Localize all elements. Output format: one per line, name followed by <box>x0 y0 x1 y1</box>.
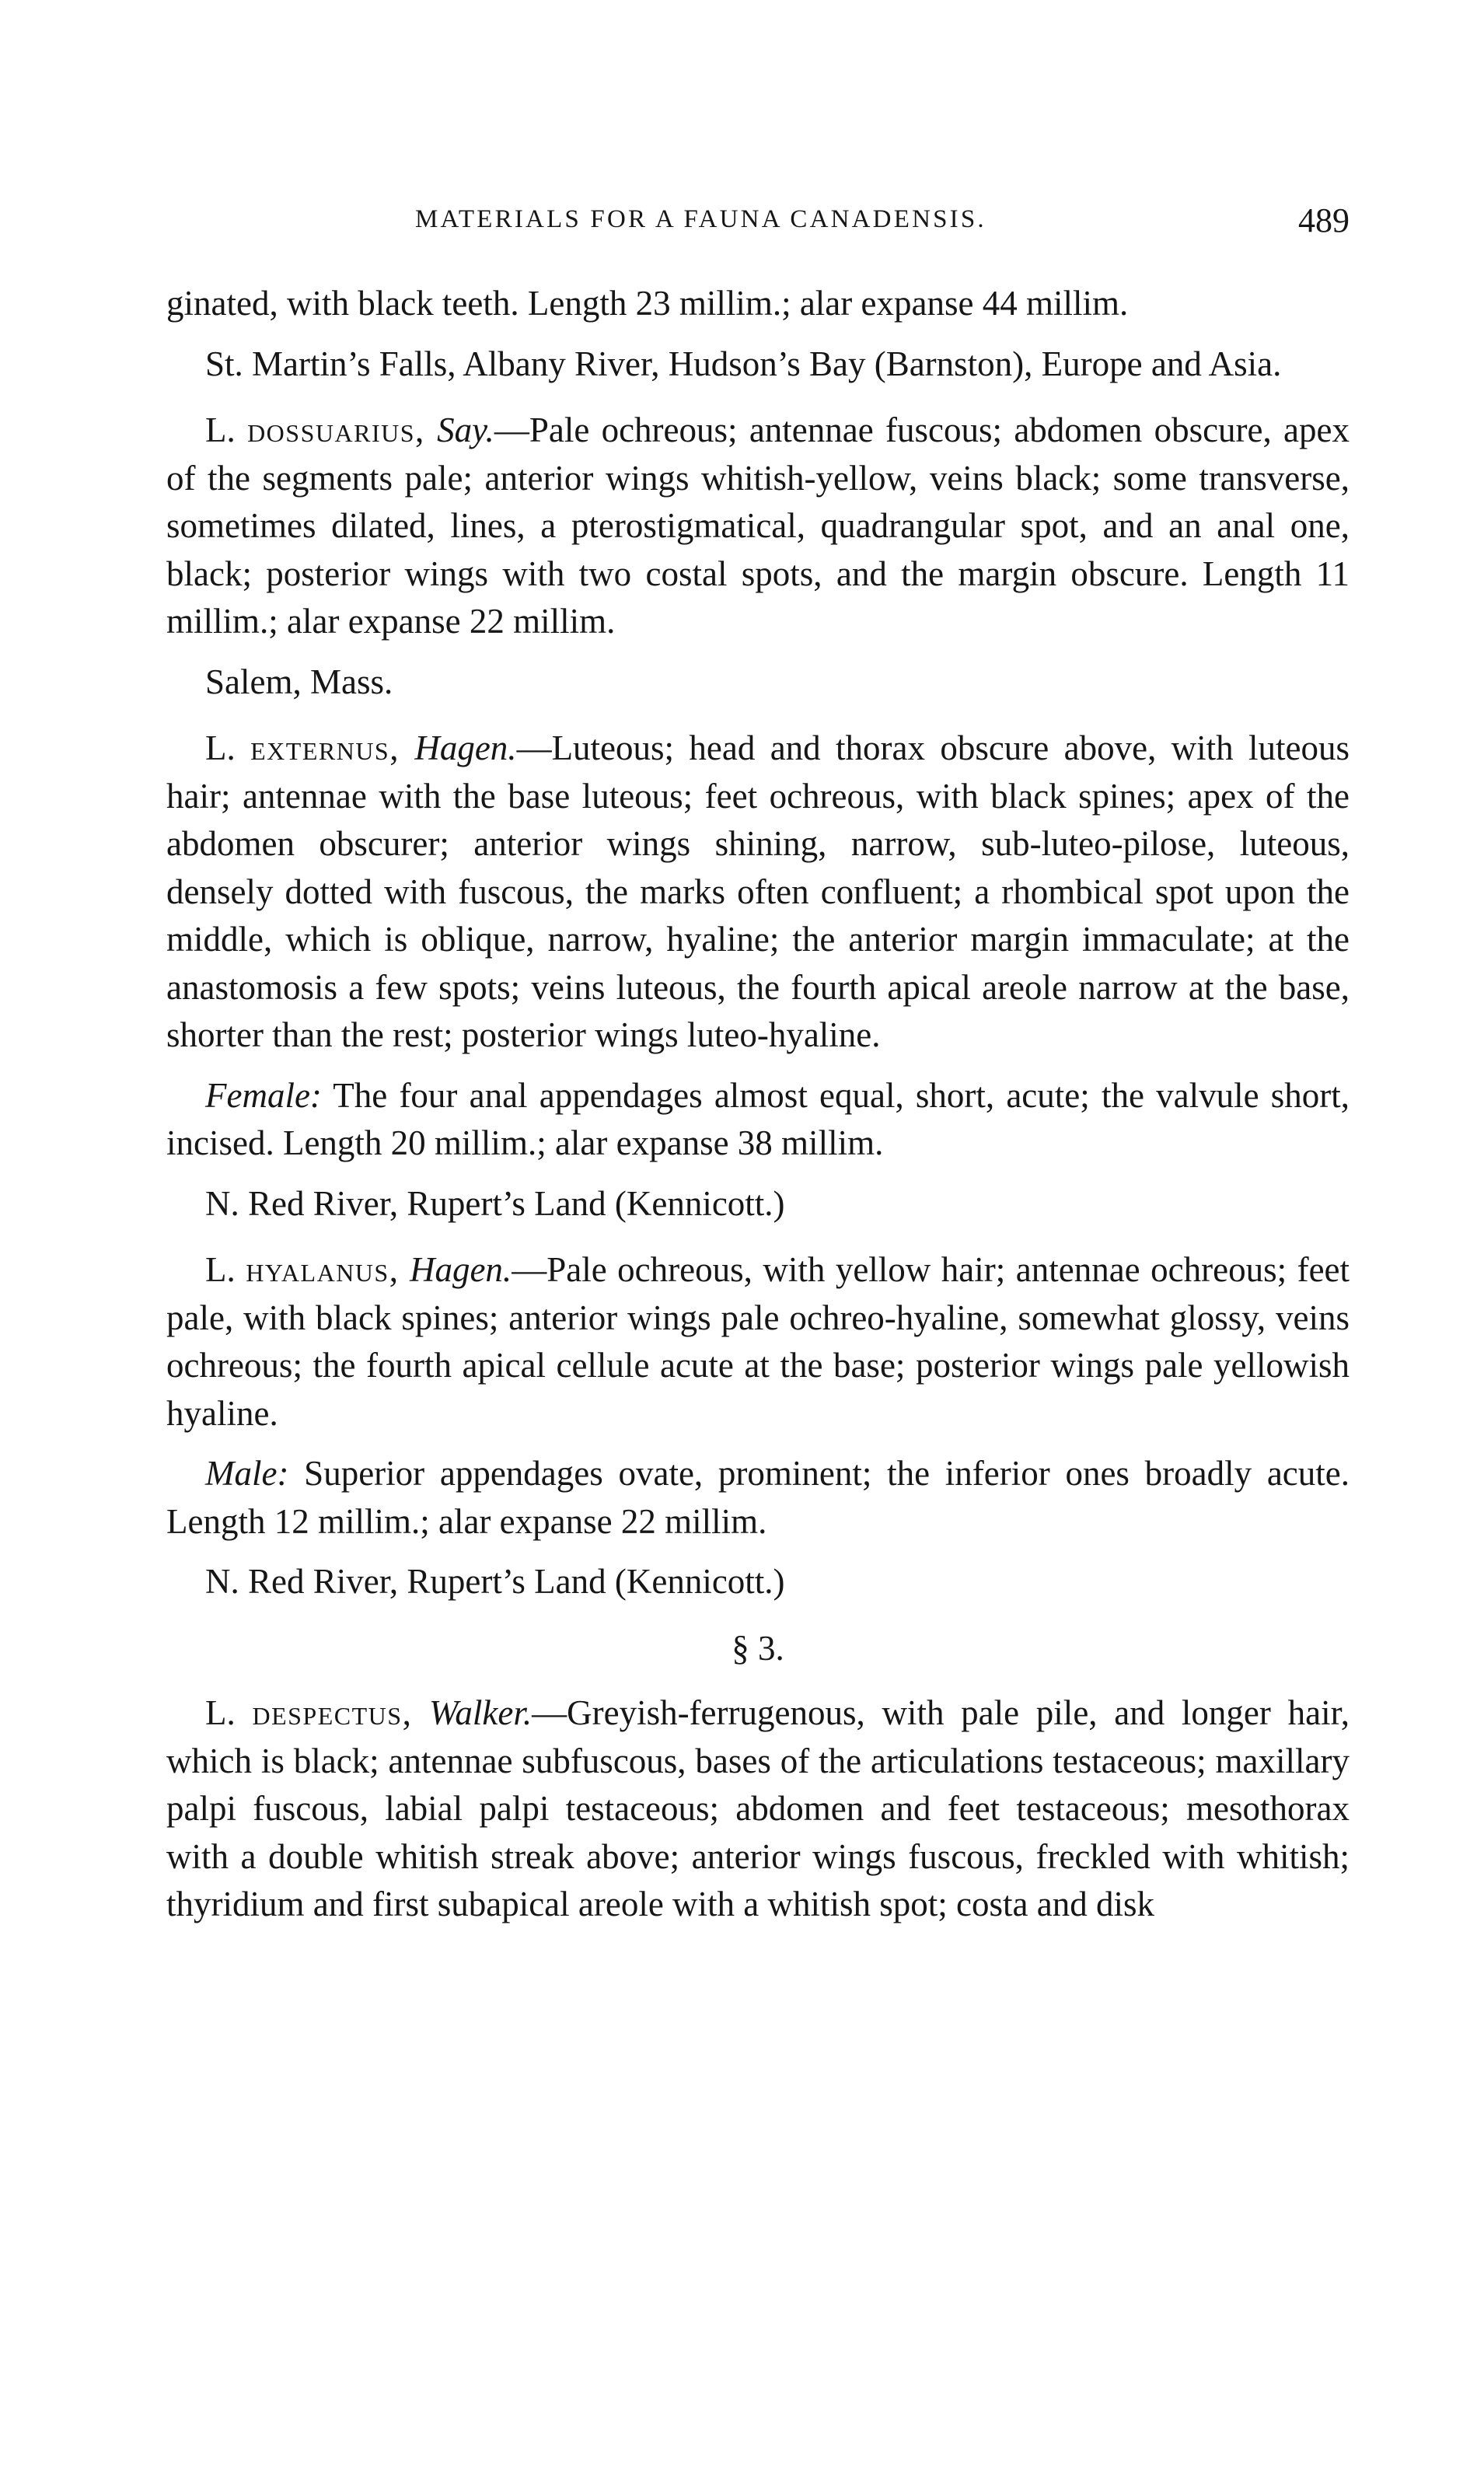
species-author: Walker. <box>429 1693 532 1732</box>
species-description: —Pale ochreous; antennae fuscous; abdomen obscure, apex of the segments pale; anterior wings whitish-yellow, veins black; some transverse, sometimes dilated, lines, a pterostigmatical, quadrangular spot, and an anal one, black; posterior wings with two costal spots, and the margin obscure. Length 11 millim.; alar expanse 22 millim. <box>166 411 1350 641</box>
locality-text: St. Martin’s Falls, Albany River, Hudson’s Bay (Barnston), Europe and Asia. <box>205 344 1282 383</box>
page-number: 489 <box>1298 201 1350 239</box>
species-entry-externus <box>166 725 1350 1060</box>
paragraph-text: ginated, with black teeth. Length 23 millim.; alar expanse 44 millim. <box>166 284 1129 323</box>
species-description: —Luteous; head and thorax obscure above, with luteous hair; antennae with the base luteous; feet ochreous, with black spines; apex of the abdomen obscurer; anterior wings shining, narrow, sub-luteo-pilose, luteous, densely dotted with fuscous, the marks often confluent; a rhombical spot upon the middle, which is oblique, narrow, hyaline; the anterior margin immaculate; at the anastomosis a few spots; veins luteous, the fourth apical areole narrow at the base, shorter than the rest; posterior wings luteo-hyaline. <box>166 728 1350 1054</box>
section-heading: § 3. <box>732 1628 784 1668</box>
species-author: Say. <box>437 411 494 449</box>
sex-label: Female: <box>205 1075 322 1115</box>
locality-hyalanus <box>166 1558 1350 1606</box>
species-name: dossuarius, <box>247 411 425 449</box>
running-title: MATERIALS FOR A FAUNA CANADENSIS. <box>415 205 986 233</box>
sex-description-externus <box>166 1072 1350 1168</box>
paragraph-locality <box>166 341 1350 389</box>
body-text <box>166 280 1350 1941</box>
locality-text: N. Red River, Rupert’s Land (Kennicott.) <box>205 1183 785 1223</box>
sex-label: Male: <box>205 1454 289 1493</box>
species-name: externus, <box>250 728 400 767</box>
species-name: despectus, <box>252 1693 413 1732</box>
genus-abbrev: L. <box>205 1693 236 1732</box>
sex-description-hyalanus <box>166 1450 1350 1546</box>
species-entry-despectus <box>166 1689 1350 1929</box>
species-entry-dossuarius <box>166 407 1350 646</box>
species-author: Hagen. <box>409 1250 512 1289</box>
locality-text: N. Red River, Rupert’s Land (Kennicott.) <box>205 1562 785 1601</box>
species-description: —Greyish-ferrugenous, with pale pile, and longer hair, which is black; antennae subfuscous, bases of the articulations testaceous; maxillary palpi fuscous, labial palpi testaceous; abdomen and feet testaceous; mesothorax with a double whitish streak above; anterior wings fuscous, freckled with whitish; thyridium and first subapical areole with a whitish spot; costa and disk <box>166 1693 1350 1923</box>
sex-description: Superior appendages ovate, prominent; the inferior ones broadly acute. Length 12 millim.; alar expanse 22 millim. <box>166 1454 1350 1541</box>
species-entry-hyalanus <box>166 1246 1350 1438</box>
locality-externus <box>166 1180 1350 1228</box>
species-name: hyalanus, <box>246 1250 400 1289</box>
paragraph-continuation <box>166 280 1350 328</box>
species-author: Hagen. <box>414 728 517 767</box>
genus-abbrev: L. <box>205 411 236 449</box>
running-head <box>166 201 1350 247</box>
sex-description: The four anal appendages almost equal, short, acute; the valvule short, incised. Length 20 millim.; alar expanse 38 millim. <box>166 1075 1350 1162</box>
species-description: —Pale ochreous, with yellow hair; antennae ochreous; feet pale, with black spines; anterior wings pale ochreo-hyaline, somewhat glossy, veins ochreous; the fourth apical cellule acute at the base; posterior wings pale yellowish hyaline. <box>166 1250 1350 1433</box>
locality-text: Salem, Mass. <box>205 662 393 701</box>
locality-dossuarius <box>166 659 1350 707</box>
genus-abbrev: L. <box>205 728 236 767</box>
genus-abbrev: L. <box>205 1250 236 1289</box>
